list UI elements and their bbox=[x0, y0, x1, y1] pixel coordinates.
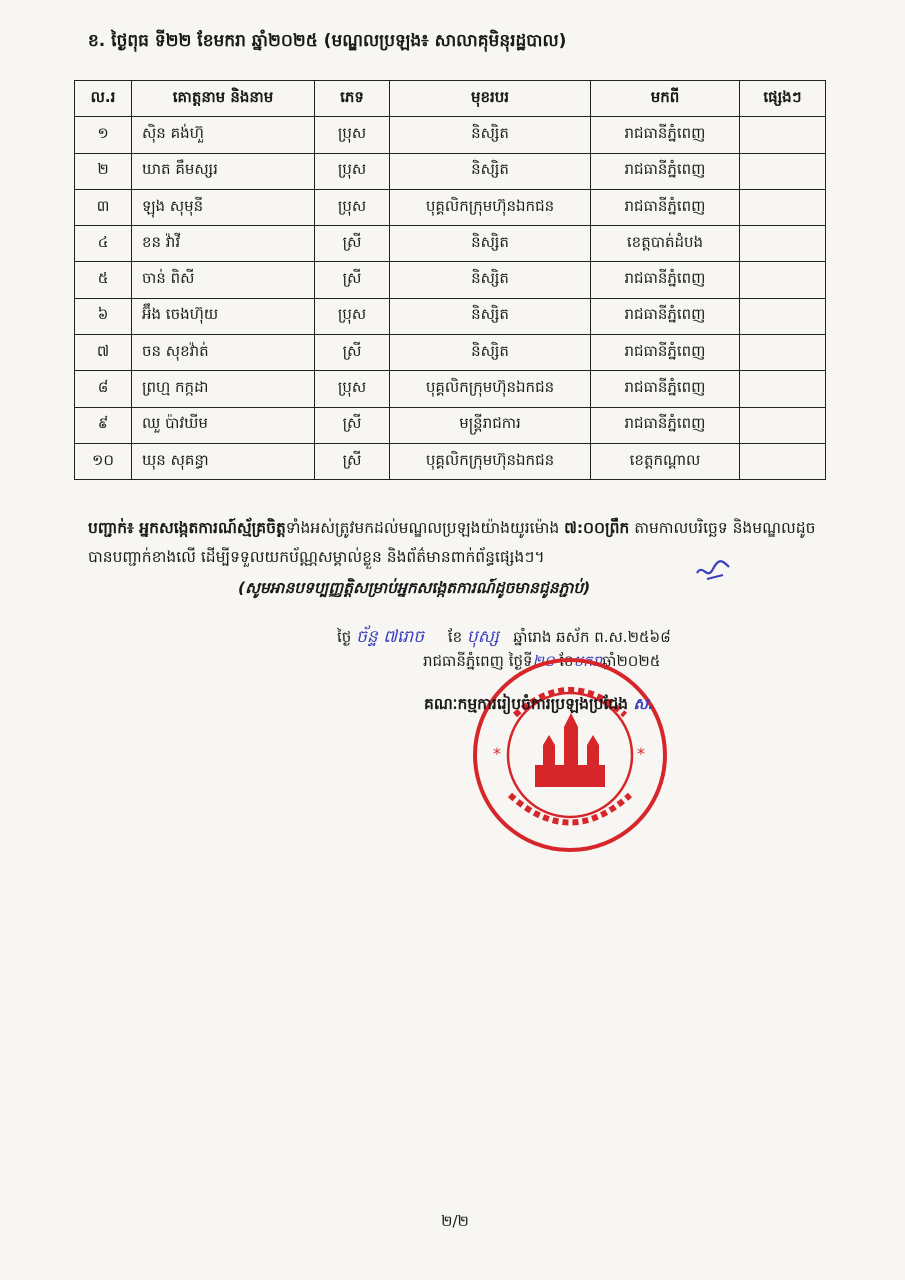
section-heading: ខ. ថ្ងៃពុធ ទី២២ ខែមករា ឆ្នាំ២០២៥ (មណ្ឌលប្រឡង៖ សាលាគុមិនុរដ្ឋបាល) bbox=[88, 31, 567, 51]
lunar-date-line bbox=[337, 626, 837, 651]
cell-sex: ស្រី bbox=[315, 226, 390, 262]
cell-other bbox=[740, 371, 826, 407]
note-text-2: តាមកាលបរិច្ឆេទ និងមណ្ឌលដូចបានបញ្ជាក់ខាងលើ ដើម្បីទទួលយកប័ណ្ណសម្គាល់ខ្លួន និងព័ត៌មានពាក់ព័ន្ធផ្សេងៗ។ bbox=[88, 519, 816, 566]
initial-signature-mark bbox=[693, 555, 733, 585]
cell-sex: ប្រុស bbox=[315, 371, 390, 407]
place-day-handwritten: ២០ bbox=[532, 652, 555, 670]
cell-sex: ប្រុស bbox=[315, 153, 390, 189]
cell-name: ចន សុខវ៉ាត់ bbox=[132, 335, 315, 371]
cell-no: ៩ bbox=[75, 407, 132, 443]
cell-other bbox=[740, 335, 826, 371]
col-header-other: ផ្សេងៗ bbox=[740, 81, 826, 117]
cell-no: ១ bbox=[75, 117, 132, 153]
cell-other bbox=[740, 298, 826, 334]
cell-name: ឃុន សុគន្ធា bbox=[132, 443, 315, 479]
cell-no: ៦ bbox=[75, 298, 132, 334]
table-row bbox=[75, 226, 826, 262]
cell-other bbox=[740, 443, 826, 479]
table-row bbox=[75, 117, 826, 153]
cell-from: រាជធានីភ្នំពេញ bbox=[591, 407, 740, 443]
col-header-name: គោត្តនាម និងនាម bbox=[132, 81, 315, 117]
cell-from: រាជធានីភ្នំពេញ bbox=[591, 335, 740, 371]
svg-text:*: * bbox=[637, 744, 645, 763]
table-row bbox=[75, 443, 826, 479]
regulation-note: (សូមអានបទប្បញ្ញត្តិសម្រាប់អ្នកសង្កេតការណ៍ដូចមានជូនភ្ជាប់) bbox=[238, 579, 591, 597]
table-header-row bbox=[75, 81, 826, 117]
cell-from: ខេត្តបាត់ដំបង bbox=[591, 226, 740, 262]
note-label: បញ្ជាក់៖ អ្នកសង្កេតការណ៍ស្ម័គ្រចិត្ត bbox=[88, 519, 286, 537]
cell-sex: ប្រុស bbox=[315, 189, 390, 225]
cell-name: អ៊ឹង ចេងហ៊ុយ bbox=[132, 298, 315, 334]
place-year: ឆ្នាំ២០២៥ bbox=[602, 652, 661, 670]
month-prefix: ខែ bbox=[447, 628, 463, 646]
cell-no: ៨ bbox=[75, 371, 132, 407]
col-header-sex: ភេទ bbox=[315, 81, 390, 117]
table-row bbox=[75, 335, 826, 371]
table-row bbox=[75, 298, 826, 334]
date-prefix: ថ្ងៃ bbox=[337, 628, 352, 646]
cell-job: និស្សិត bbox=[390, 226, 591, 262]
cell-job: និស្សិត bbox=[390, 262, 591, 298]
cell-name: ស៊ិន គង់ហ៊ួ bbox=[132, 117, 315, 153]
cell-job: បុគ្គលិកក្រុមហ៊ុនឯកជន bbox=[390, 189, 591, 225]
date-handwritten: ច័ន្ទ ៧រោច bbox=[356, 627, 424, 647]
cell-sex: ស្រី bbox=[315, 443, 390, 479]
table-row bbox=[75, 189, 826, 225]
cell-job: បុគ្គលិកក្រុមហ៊ុនឯកជន bbox=[390, 371, 591, 407]
committee-handwritten: ស. bbox=[633, 695, 655, 713]
cell-other bbox=[740, 153, 826, 189]
cell-other bbox=[740, 262, 826, 298]
cell-job: និស្សិត bbox=[390, 117, 591, 153]
official-seal bbox=[455, 655, 685, 855]
cell-from: រាជធានីភ្នំពេញ bbox=[591, 189, 740, 225]
cell-sex: ស្រី bbox=[315, 262, 390, 298]
cell-from: ខេត្តកណ្តាល bbox=[591, 443, 740, 479]
cell-name: ឡុង សុមុនី bbox=[132, 189, 315, 225]
place-month-prefix: ខែ bbox=[559, 652, 574, 670]
cell-job: បុគ្គលិកក្រុមហ៊ុនឯកជន bbox=[390, 443, 591, 479]
note-text-1: ទាំងអស់ត្រូវមកដល់មណ្ឌលប្រឡងយ៉ាងយូរម៉ោង bbox=[285, 519, 560, 537]
committee-signature bbox=[424, 694, 824, 717]
cell-name: ព្រហ្ម កក្កដា bbox=[132, 371, 315, 407]
table-row bbox=[75, 262, 826, 298]
observer-table bbox=[74, 80, 826, 480]
table-row bbox=[75, 371, 826, 407]
cell-no: ៥ bbox=[75, 262, 132, 298]
cell-from: រាជធានីភ្នំពេញ bbox=[591, 153, 740, 189]
cell-from: រាជធានីភ្នំពេញ bbox=[591, 262, 740, 298]
cell-from: រាជធានីភ្នំពេញ bbox=[591, 371, 740, 407]
col-header-job: មុខរបរ bbox=[390, 81, 591, 117]
cell-job: មន្ត្រីរាជការ bbox=[390, 407, 591, 443]
place-prefix: រាជធានីភ្នំពេញ ថ្ងៃទី bbox=[423, 652, 533, 670]
cell-name: ខន វ៉ាវី bbox=[132, 226, 315, 262]
cell-sex: ស្រី bbox=[315, 335, 390, 371]
year-text: ឆ្នាំរោង ឆស័ក ព.ស.២៥៦៨ bbox=[513, 628, 671, 646]
col-header-from: មកពី bbox=[591, 81, 740, 117]
cell-name: ឈួ ប៉ាវឃីម bbox=[132, 407, 315, 443]
cell-from: រាជធានីភ្នំពេញ bbox=[591, 298, 740, 334]
cell-other bbox=[740, 117, 826, 153]
page-number: ២/២ bbox=[441, 1212, 469, 1230]
cell-no: ២ bbox=[75, 153, 132, 189]
cell-sex: ប្រុស bbox=[315, 298, 390, 334]
cell-no: ៧ bbox=[75, 335, 132, 371]
cell-job: និស្សិត bbox=[390, 153, 591, 189]
svg-text:*: * bbox=[493, 744, 501, 763]
committee-name: គណៈកម្មការរៀបចំការប្រឡងប្រជែង bbox=[424, 695, 629, 713]
cell-other bbox=[740, 226, 826, 262]
cell-name: ចាន់ ពិសី bbox=[132, 262, 315, 298]
note-time: ៧:០០ព្រឹក bbox=[564, 519, 630, 537]
cell-no: ៤ bbox=[75, 226, 132, 262]
cell-from: រាជធានីភ្នំពេញ bbox=[591, 117, 740, 153]
cell-sex: ស្រី bbox=[315, 407, 390, 443]
cell-no: ១០ bbox=[75, 443, 132, 479]
month-handwritten: បុស្ស bbox=[466, 627, 499, 647]
cell-sex: ប្រុស bbox=[315, 117, 390, 153]
place-month-handwritten: មករា bbox=[573, 652, 603, 670]
col-header-no: ល.រ bbox=[75, 81, 132, 117]
cell-other bbox=[740, 189, 826, 225]
table-row bbox=[75, 407, 826, 443]
cell-job: និស្សិត bbox=[390, 298, 591, 334]
cell-other bbox=[740, 407, 826, 443]
table-row bbox=[75, 153, 826, 189]
cell-no: ៣ bbox=[75, 189, 132, 225]
table-body bbox=[75, 117, 826, 480]
cell-name: ឃាត គឹមស្សរ bbox=[132, 153, 315, 189]
cell-job: និស្សិត bbox=[390, 335, 591, 371]
